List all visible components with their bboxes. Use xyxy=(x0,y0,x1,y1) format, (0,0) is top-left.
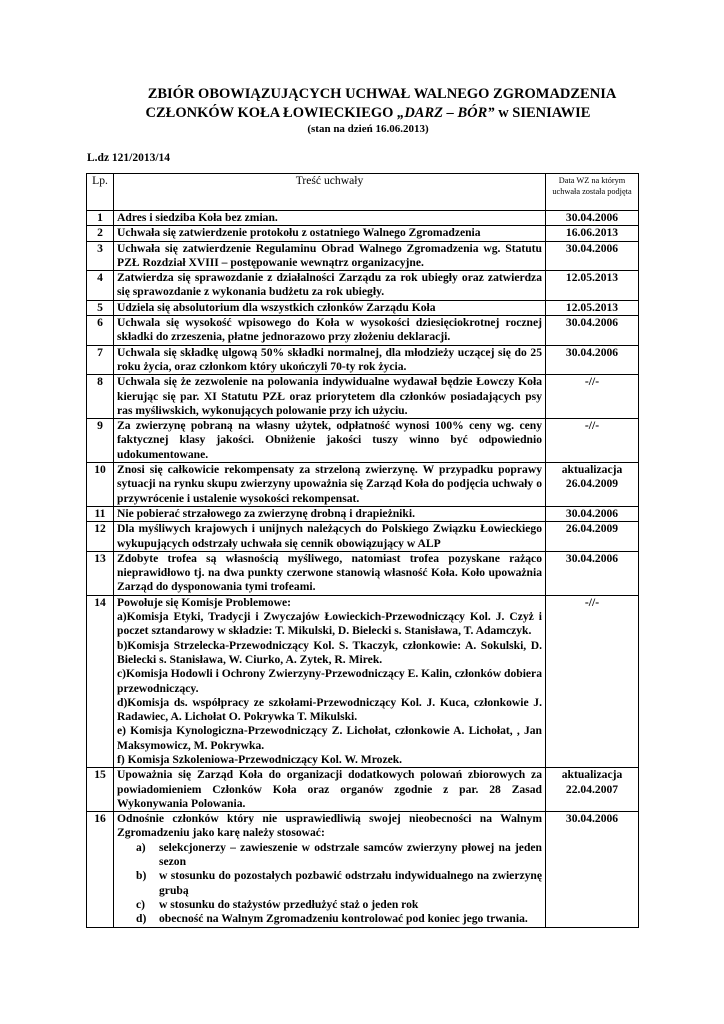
row-text: Zatwierdza się sprawozdanie z działalności Zarządu za rok ubiegły oraz zatwierdza się sprawozdanie z wykonania budżetu za rok ubiegły. xyxy=(114,271,546,301)
row-date: -//- xyxy=(546,419,639,463)
list-item xyxy=(117,841,542,870)
row-number: 11 xyxy=(87,506,114,521)
list-marker: c) xyxy=(136,897,146,911)
row-text: Powołuje się Komisje Problemowe: a)Komisja Etyki, Tradycji i Zwyczajów Łowieckich-Przewodniczący Kol. J. Czyż i poczet sztandarowy w składzie: T. Mikulski, D. Bielecki s. Stanisława, T. Adamczyk. b)Komisja Strzelecka-Przewodniczący Kol. S. Tkaczyk, członkowie: A. Sokulski, D. Bielecki s. Stanisława, W. Ciurko, A. Zytek, R. Mirek. c)Komisja Hodowli i Ochrony Zwierzyny-Przewodniczący E. Kalin, członków dobiera przewodniczący. d)Komisja ds. współpracy ze szkołami-Przewodniczący Kol. J. Kuca, członkowie J. Radawiec, A. Lichołat O. Pokrywka T. Mikulski. e) Komisja Kynologiczna-Przewodniczący Z. Lichołat, członkowie A. Lichołat, , Jan Maksymowicz, M. Pokrywka. f) Komisja Szkoleniowa-Przewodniczący Kol. W. Mrozek. xyxy=(114,595,546,768)
table-row xyxy=(87,768,639,812)
row-text: Uchwała się zatwierdzenie Regulaminu Obrad Walnego Zgromadzenia wg. Statutu PZŁ Rozdział XVIII – postępowanie wewnątrz organizacyjne. xyxy=(114,241,546,271)
row-text xyxy=(114,812,546,927)
row-number: 10 xyxy=(87,463,114,507)
row-text: Adres i siedziba Koła bez zmian. xyxy=(114,211,546,226)
table-row xyxy=(87,522,639,552)
list-item xyxy=(117,898,542,912)
row-number: 13 xyxy=(87,551,114,595)
header-content: Treść uchwały xyxy=(114,174,546,211)
row16-intro: Odnośnie członków który nie usprawiedliwią swojej nieobecności na Walnym Zgromadzeniu jako karę należy stosować: xyxy=(117,812,542,840)
row-number: 5 xyxy=(87,300,114,315)
row-date: 30.04.2006 xyxy=(546,506,639,521)
penalty-list xyxy=(117,841,542,927)
row-number: 2 xyxy=(87,226,114,241)
header-lp: Lp. xyxy=(87,174,114,211)
row-text: Uchwala się że zezwolenie na polowania indywidualne wydawał będzie Łowczy Koła kierując się par. XI Statutu PZŁ oraz priorytetem dla członków posiadających psy ras myśliwskich, wykonujących polowanie przy ich użyciu. xyxy=(114,375,546,419)
row-date: 16.06.2013 xyxy=(546,226,639,241)
list-marker: a) xyxy=(136,840,146,854)
row-date: 30.04.2006 xyxy=(546,211,639,226)
row-number: 3 xyxy=(87,241,114,271)
row-date: 30.04.2006 xyxy=(546,345,639,375)
document-title-line2 xyxy=(6,105,724,122)
row-text: Za zwierzynę pobraną na własny użytek, odpłatność wynosi 100% ceny wg. ceny faktycznej klasy jakości. Obniżenie jakości tuszy winno być odpowiednio udokumentowane. xyxy=(114,419,546,463)
row-date: -//- xyxy=(546,595,639,768)
resolutions-table xyxy=(86,173,639,928)
table-row xyxy=(87,211,639,226)
table-row xyxy=(87,300,639,315)
table-row xyxy=(87,595,639,768)
document-title-line1: ZBIÓR OBOWIĄZUJĄCYCH UCHWAŁ WALNEGO ZGROMADZENIA xyxy=(147,86,617,102)
table-row xyxy=(87,551,639,595)
row-text: Zdobyte trofea są własnością myśliwego, natomiast trofea pozyskane rażąco nieprawidłowo tj. na dwa punkty czerwone stanowią własność Koła. Koło upoważnia Zarząd do dysponowania tymi trofeami. xyxy=(114,551,546,595)
row-date: aktualizacja 26.04.2009 xyxy=(546,463,639,507)
row-date: -//- xyxy=(546,375,639,419)
row-date: 26.04.2009 xyxy=(546,522,639,552)
table-row xyxy=(87,226,639,241)
row-number: 4 xyxy=(87,271,114,301)
table-row xyxy=(87,345,639,375)
row-text: Uchwala się wysokość wpisowego do Koła w wysokości dziesięciokrotnej rocznej składki do zrzeszenia, płatne jednorazowo przy złożeniu deklaracji. xyxy=(114,316,546,346)
table-row xyxy=(87,419,639,463)
header-date: Data WZ na którym uchwała została podjęta xyxy=(546,174,639,211)
row-date: 12.05.2013 xyxy=(546,300,639,315)
table-row xyxy=(87,241,639,271)
list-item xyxy=(117,912,542,926)
table-body xyxy=(87,211,639,928)
row-number: 15 xyxy=(87,768,114,812)
table-row xyxy=(87,375,639,419)
row-text: Nie pobierać strzałowego za zwierzynę drobną i drapieżniki. xyxy=(114,506,546,521)
row-number: 9 xyxy=(87,419,114,463)
row-date: 30.04.2006 xyxy=(546,316,639,346)
row-text: Uchwala się składkę ulgową 50% składki normalnej, dla młodzieży uczącej się do 25 roku życia, oraz członkom który ukończyli 70-ty rok życia. xyxy=(114,345,546,375)
list-marker: b) xyxy=(136,869,147,883)
table-header-row xyxy=(87,174,639,211)
reference-number: L.dz 121/2013/14 xyxy=(87,152,171,164)
list-item-text: selekcjonerzy – zawieszenie w odstrzale samców zwierzyny płowej na jeden sezon xyxy=(159,840,542,869)
row-text: Uchwała się zatwierdzenie protokołu z ostatniego Walnego Zgromadzenia xyxy=(114,226,546,241)
list-item-text: w stosunku do stażystów przedłużyć staż o jeden rok xyxy=(159,897,419,911)
list-item xyxy=(117,869,542,898)
row-number: 16 xyxy=(87,812,114,927)
list-item-text: obecność na Walnym Zgromadzeniu kontrolować pod koniec jego trwania. xyxy=(159,912,528,926)
row-number: 8 xyxy=(87,375,114,419)
row-date: 30.04.2006 xyxy=(546,241,639,271)
row-date: 12.05.2013 xyxy=(546,271,639,301)
table-row xyxy=(87,506,639,521)
row-number: 1 xyxy=(87,211,114,226)
table-row xyxy=(87,812,639,927)
document-date-note: (stan na dzień 16.06.2013) xyxy=(307,123,429,135)
table-row xyxy=(87,463,639,507)
row-date: 30.04.2006 xyxy=(546,812,639,927)
row-text: Dla myśliwych krajowych i unijnych należących do Polskiego Związku Łowieckiego wykupujących odstrzały uchwała się cennik obowiązujący w ALP xyxy=(114,522,546,552)
row-text: Znosi się całkowicie rekompensaty za strzeloną zwierzynę. W przypadku poprawy sytuacji na rynku skupu zwierzyny upoważnia się Zarząd Koła do podjęcia uchwały o przywrócenie i ustalenie wysokości rekompensat. xyxy=(114,463,546,507)
table-row xyxy=(87,316,639,346)
table-row xyxy=(87,271,639,301)
row-number: 14 xyxy=(87,595,114,768)
row-text: Udziela się absolutorium dla wszystkich członków Zarządu Koła xyxy=(114,300,546,315)
row-date: aktualizacja 22.04.2007 xyxy=(546,768,639,812)
list-item-text: w stosunku do pozostałych pozbawić odstrzału indywidualnego na zwierzynę grubą xyxy=(159,869,542,897)
row-date: 30.04.2006 xyxy=(546,551,639,595)
list-marker: d) xyxy=(136,912,147,926)
title-line2-text: CZŁONKÓW KOŁA ŁOWIECKIEGO „DARZ – BÓR” w SIENIAWIE xyxy=(145,105,591,121)
row-number: 7 xyxy=(87,345,114,375)
row-text: Upoważnia się Zarząd Koła do organizacji dodatkowych polowań zbiorowych za powiadomieniem Członków Koła oraz organów zgodnie z par. 28 Zasad Wykonywania Polowania. xyxy=(114,768,546,812)
row-number: 12 xyxy=(87,522,114,552)
row-number: 6 xyxy=(87,316,114,346)
